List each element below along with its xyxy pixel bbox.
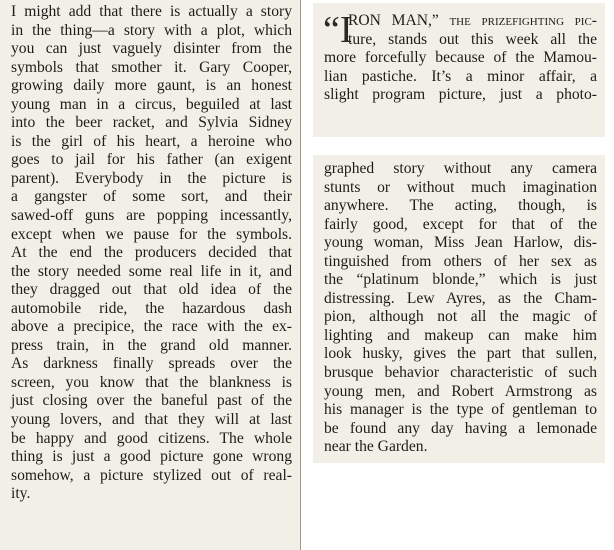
text-line: brusque behavior characteristic of such [324,364,597,382]
text-line: young man in a circus, beguiled at last [11,95,292,113]
text-line: the “platinum blonde,” which is just [324,271,597,289]
text-line: symbols that smother it. Gary Cooper, [11,58,292,76]
text-line: ture, stands out this week all the [348,30,597,48]
dropcap-paragraph [323,9,597,51]
text-line: just closing over the baneful past of the [11,392,292,410]
text-line: into the beer racket, and Sylvia Sidney [11,114,292,132]
text-line: stunts or without much imagination [324,178,597,196]
text-line: pion, although not all the magic of [324,308,597,326]
text-line: lighting and makeup can make him [324,326,597,344]
text-line: tinguished from others of her sex as [324,252,597,270]
text-line: is the girl of his heart, a heroine who [11,132,292,150]
text-line: distressing. Lew Ayres, as the Cham- [324,289,597,307]
text-line: growing daily more gaunt, is an honest [11,77,292,95]
text-line: young men, and Robert Armstrong as [324,382,597,400]
text-line: fairly good, except for that of the [324,215,597,233]
text-line: his manager is the type of gentleman to [324,401,597,419]
text-line: young lovers, and that they will at last [11,411,292,429]
text-line: At the end the producers decided that [11,244,292,262]
text-line: sawed-off guns are popping incessantly, [11,207,292,225]
text-line: press train, in the grand old manner. [11,336,292,354]
text-line: I might add that there is actually a story [11,3,292,20]
text-line: screen, you know that the blankness is [11,373,292,391]
dropcap: “I [323,9,353,51]
text-line: RON MAN,” the prizefighting pic- [348,12,597,29]
text-line: you can just vaguely disinter from the [11,40,292,58]
text-line: young woman, Miss Jean Harlow, dis- [324,234,597,252]
text-line: more forcefully because of the Mamou- [324,49,597,67]
text-line: thing is just a good picture gone wrong [11,448,292,466]
text-line: anywhere. The acting, though, is [324,197,597,215]
text-line: look husky, gives the part that sullen, [324,345,597,363]
text-line: above a precipice, the race with the ex- [11,318,292,336]
text-line: slight program picture, just a photo- [324,86,597,104]
text-line: they dragged out that old idea of the [11,281,292,299]
text-line: except when we pause for the symbols. [11,225,292,243]
text-line: near the Garden. [324,438,428,456]
right-bottom-column [313,155,605,463]
text-line: a gangster of some sort, and their [11,188,292,206]
text-line: automobile ride, the hazardous dash [11,299,292,317]
text-line: the story needed some real life in it, and [11,262,292,280]
left-column [0,0,301,550]
text-line: graphed story without any camera [324,160,597,177]
right-top-column [313,3,605,137]
text-line: ity. [11,485,31,503]
text-line: in the thing—a story with a plot, which [11,21,292,39]
text-line: lian pastiche. It’s a minor affair, a [324,67,597,85]
text-line: parent). Everybody in the picture is [11,169,292,187]
text-line: goes to jail for his father (an exigent [11,151,292,169]
text-line: somehow, a picture stylized out of real- [11,466,292,484]
text-line: be happy and good citizens. The whole [11,429,292,447]
text-line: As darkness finally spreads over the [11,355,292,373]
text-line: be found any day having a lemonade [324,419,597,437]
